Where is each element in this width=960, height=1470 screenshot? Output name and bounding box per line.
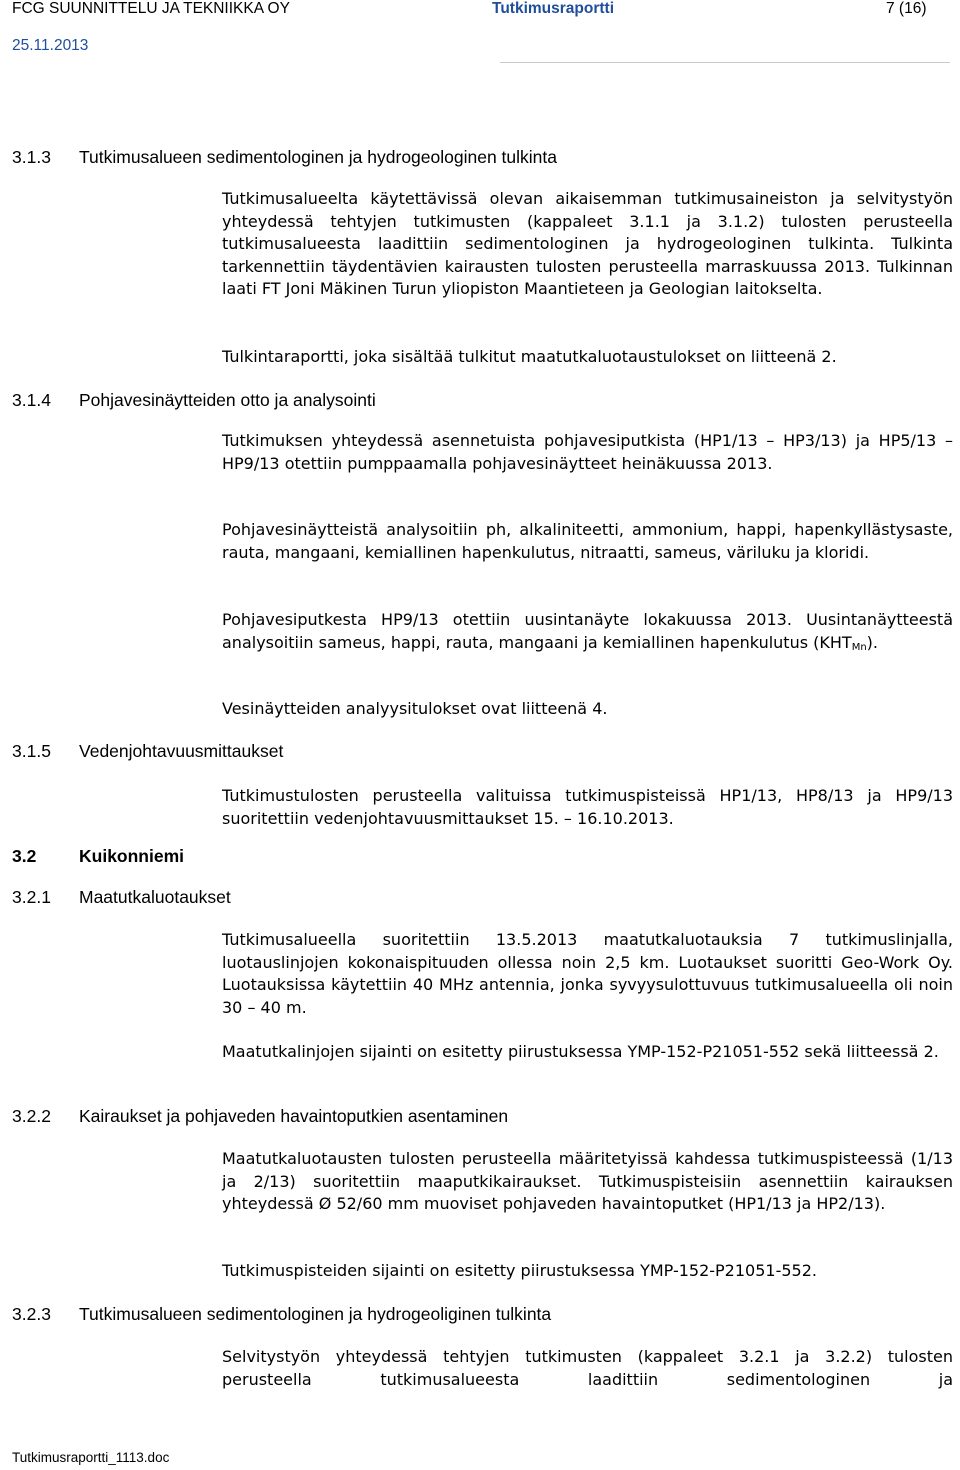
paragraph: Tutkimustulosten perusteella valituissa tutkimuspisteissä HP1/13, HP8/13 ja HP9/13 suoritettiin vedenjohtavuusmittaukset 15. – 16.10.2013.	[222, 786, 953, 828]
paragraph: Tulkintaraportti, joka sisältää tulkitut maatutkaluotaustulokset on liitteenä 2.	[222, 347, 837, 366]
paragraph: Vesinäytteiden analyysitulokset ovat liitteenä 4.	[222, 699, 608, 718]
section-number: 3.1.5	[12, 741, 51, 761]
section-number: 3.2.3	[12, 1304, 51, 1324]
section-number: 3.2.2	[12, 1106, 51, 1126]
subscript: Mn	[851, 641, 867, 653]
paragraph: Selvitystyön yhteydessä tehtyjen tutkimusten (kappaleet 3.2.1 ja 3.2.2) tulosten perusteella tutkimusalueesta laadittiin sedimentologinen ja	[222, 1347, 953, 1389]
paragraph: Tutkimusalueelta käytettävissä olevan aikaisemman tutkimusaineiston ja selvitystyön yhteydessä tehtyjen tutkimusten (kappaleet 3.1.1 ja 3.1.2) tulosten perusteella tutkimusalueesta laadittiin sedimentologinen ja hydrogeologinen tulkinta. Tulkinta tarkennettiin täydentävien kairausten tulosten perusteella marraskuussa 2013. Tulkinnan laati FT Joni Mäkinen Turun yliopiston Maantieteen ja Geologian laitokselta.	[222, 189, 953, 298]
section-title: Tutkimusalueen sedimentologinen ja hydrogeoliginen tulkinta	[79, 1304, 552, 1324]
paragraph: Maatutkalinjojen sijainti on esitetty piirustuksessa YMP-152-P21051-552 sekä liitteessä 2.	[222, 1042, 939, 1061]
paragraph: Maatutkaluotausten tulosten perusteella määritetyissä kahdessa tutkimuspisteessä (1/13 ja 2/13) suoritettiin maaputkikairaukset. Tutkimuspisteisiin asennettiin kairauksen yhteydessä Ø 52/60 mm muoviset pohjaveden havaintoputket (HP1/13 ja HP2/13).	[222, 1149, 953, 1213]
section-heading-3-2	[12, 846, 184, 867]
footer-filename: Tutkimusraportti_1113.doc	[12, 1450, 170, 1465]
section-title: Pohjavesinäytteiden otto ja analysointi	[79, 390, 376, 410]
paragraph: Tutkimuksen yhteydessä asennetuista pohjavesiputkista (HP1/13 – HP3/13) ja HP5/13 – HP9/13 otettiin pumppaamalla pohjavesinäytteet heinäkuussa 2013.	[222, 431, 953, 473]
section-title: Tutkimusalueen sedimentologinen ja hydrogeologinen tulkinta	[79, 147, 557, 167]
section-number: 3.2	[12, 846, 37, 866]
paragraph-text-end: ).	[866, 632, 878, 652]
section-heading-3-1-5	[12, 741, 283, 762]
header-rule	[500, 62, 950, 63]
section-heading-3-2-2	[12, 1106, 508, 1127]
section-heading-3-1-4	[12, 390, 376, 411]
paragraph: Tutkimuspisteiden sijainti on esitetty piirustuksessa YMP-152-P21051-552.	[222, 1261, 817, 1280]
section-heading-3-2-1	[12, 887, 231, 908]
section-title: Kairaukset ja pohjaveden havaintoputkien asentaminen	[79, 1106, 509, 1126]
paragraph: Pohjavesinäytteistä analysoitiin ph, alkaliniteetti, ammonium, happi, hapenkyllästysaste, rauta, mangaani, kemiallinen hapenkulutus, nitraatti, sameus, väriluku ja kloridi.	[222, 520, 953, 562]
header-date: 25.11.2013	[12, 37, 89, 54]
paragraph	[222, 609, 953, 654]
paragraph-text: Pohjavesiputkesta HP9/13 otettiin uusintanäyte lokakuussa 2013. Uusintanäytteestä analysoitiin sameus, happi, rauta, mangaani ja kemiallinen hapenkulutus (KHT	[222, 610, 953, 652]
section-number: 3.1.3	[12, 147, 51, 167]
paragraph: Tutkimusalueella suoritettiin 13.5.2013 maatutkaluotauksia 7 tutkimuslinjalla, luotauslinjojen kokonaispituuden ollessa noin 2,5 km. Luotaukset suoritti Geo-Work Oy. Luotauksissa käytettiin 40 MHz antennia, jonka syvyysulottuvuus tutkimusalueella oli noin 30 – 40 m.	[222, 930, 953, 1017]
header-doc-type: Tutkimusraportti	[492, 0, 614, 17]
section-title: Maatutkaluotaukset	[79, 887, 231, 907]
header-page-number: 7 (16)	[886, 0, 927, 17]
section-heading-3-1-3	[12, 147, 557, 168]
section-heading-3-2-3	[12, 1304, 551, 1325]
section-number: 3.1.4	[12, 390, 51, 410]
section-title: Kuikonniemi	[79, 846, 185, 866]
section-title: Vedenjohtavuusmittaukset	[79, 741, 284, 761]
section-number: 3.2.1	[12, 887, 51, 907]
header-org: FCG SUUNNITTELU JA TEKNIIKKA OY	[12, 0, 290, 17]
